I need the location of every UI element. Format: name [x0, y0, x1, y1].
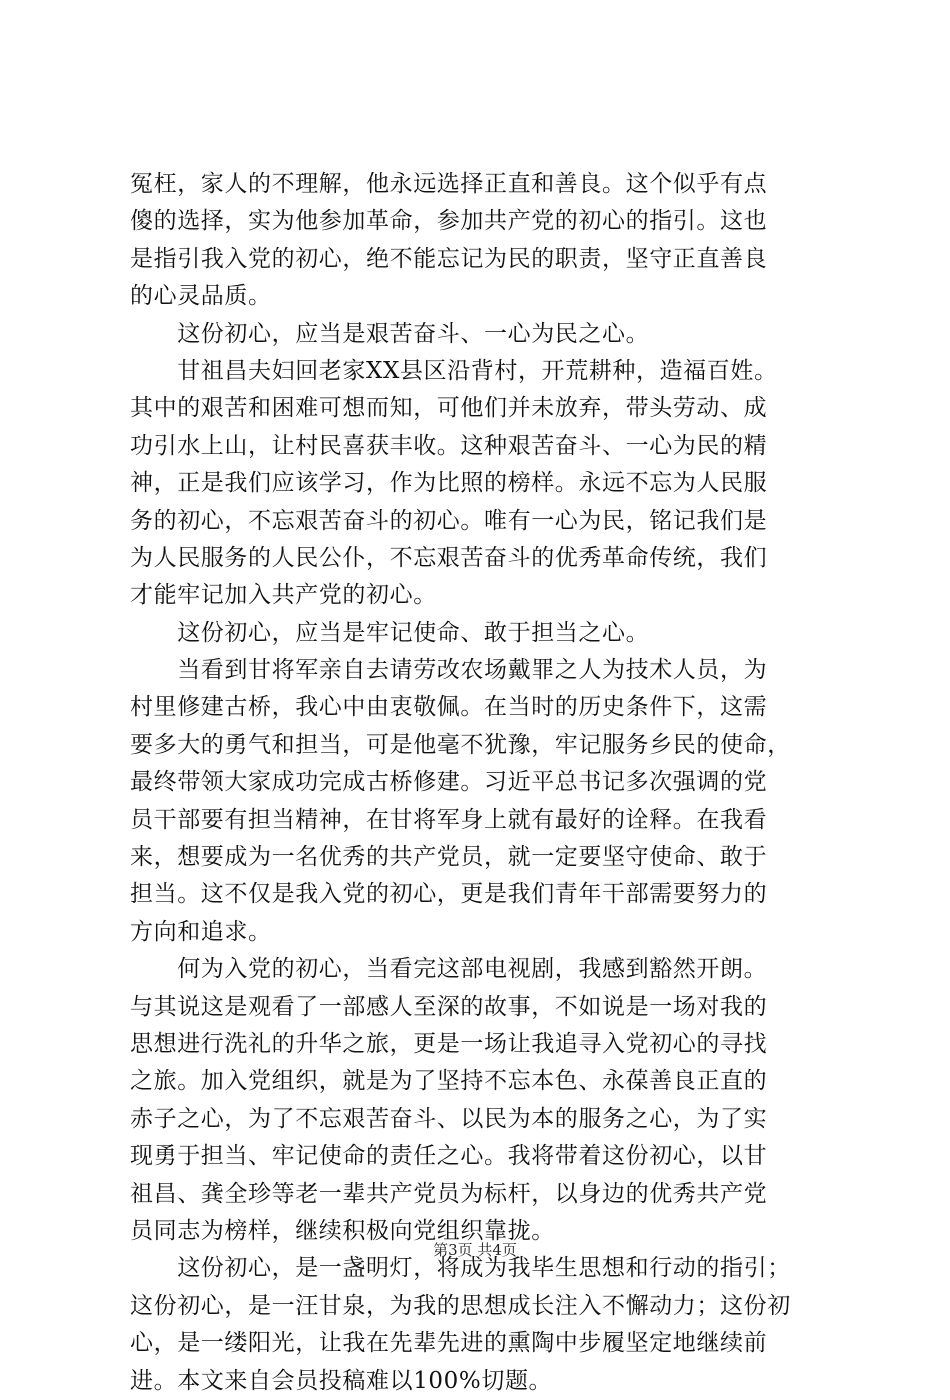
text-line: 与其说这是观看了一部感人至深的故事，不如说是一场对我的: [130, 993, 768, 1020]
text-line: 心，是一缕阳光，让我在先辈先进的熏陶中步履坚定地继续前: [130, 1330, 768, 1357]
text-line: 方向和追求。: [130, 918, 272, 945]
text-line: 功引水上山，让村民喜获丰收。这种艰苦奋斗、一心为民的精: [130, 432, 768, 459]
text-line: 当看到甘将军亲自去请劳改农场戴罪之人为技术人员，为: [130, 657, 768, 684]
page-footer: 第3页 共4页: [433, 1241, 517, 1259]
text-line: 担当。这不仅是我入党的初心，更是我们青年干部需要努力的: [130, 881, 768, 908]
text-line: 这份初心，应当是艰苦奋斗、一心为民之心。: [130, 320, 650, 347]
text-line: 的心灵品质。: [130, 283, 272, 310]
text-line: 这份初心，应当是牢记使命、敢于担当之心。: [130, 619, 650, 646]
text-line: 赤子之心，为了不忘艰苦奋斗、以民为本的服务之心，为了实: [130, 1105, 768, 1132]
body-text: [130, 166, 822, 1400]
text-line: 员干部要有担当精神，在甘将军身上就有最好的诠释。在我看: [130, 806, 768, 833]
text-line: 这份初心，是一汪甘泉，为我的思想成长注入不懈动力；这份初: [130, 1292, 791, 1319]
text-line: 傻的选择，实为他参加革命，参加共产党的初心的指引。这也: [130, 208, 768, 235]
text-line: 甘祖昌夫妇回老家XX县区沿背村，开荒耕种，造福百姓。: [130, 357, 778, 384]
text-line: 之旅。加入党组织，就是为了坚持不忘本色、永葆善良正直的: [130, 1068, 768, 1095]
text-line: 村里修建古桥，我心中由衷敬佩。在当时的历史条件下，这需: [130, 694, 768, 721]
text-line: 要多大的勇气和担当，可是他毫不犹豫，牢记服务乡民的使命，: [130, 731, 791, 758]
text-line: 最终带领大家成功完成古桥修建。习近平总书记多次强调的党: [130, 769, 768, 796]
text-line: 其中的艰苦和困难可想而知，可他们并未放弃，带头劳动、成: [130, 395, 768, 422]
text-line: 祖昌、龚全珍等老一辈共产党员为标杆，以身边的优秀共产党: [130, 1180, 768, 1207]
text-line: 员同志为榜样，继续积极向党组织靠拢。: [130, 1217, 555, 1244]
text-line: 是指引我入党的初心，绝不能忘记为民的职责，坚守正直善良: [130, 245, 768, 272]
text-line: 这份初心，是一盏明灯，将成为我毕生思想和行动的指引；: [130, 1255, 791, 1282]
text-line: 来，想要成为一名优秀的共产党员，就一定要坚守使命、敢于: [130, 844, 768, 871]
text-line: 现勇于担当、牢记使命的责任之心。我将带着这份初心，以甘: [130, 1143, 768, 1170]
text-line: 务的初心，不忘艰苦奋斗的初心。唯有一心为民，铭记我们是: [130, 507, 768, 534]
text-line: 思想进行洗礼的升华之旅，更是一场让我追寻入党初心的寻找: [130, 1030, 768, 1057]
text-line: 神，正是我们应该学习，作为比照的榜样。永远不忘为人民服: [130, 470, 768, 497]
text-line: 何为入党的初心，当看完这部电视剧，我感到豁然开朗。: [130, 956, 768, 983]
text-line: 才能牢记加入共产党的初心。: [130, 582, 437, 609]
text-line: 进。本文来自会员投稿难以100%切题。: [130, 1367, 553, 1394]
text-line: 冤枉，家人的不理解，他永远选择正直和善良。这个似乎有点: [130, 171, 768, 197]
text-line: 为人民服务的人民公仆，不忘艰苦奋斗的优秀革命传统，我们: [130, 544, 768, 571]
